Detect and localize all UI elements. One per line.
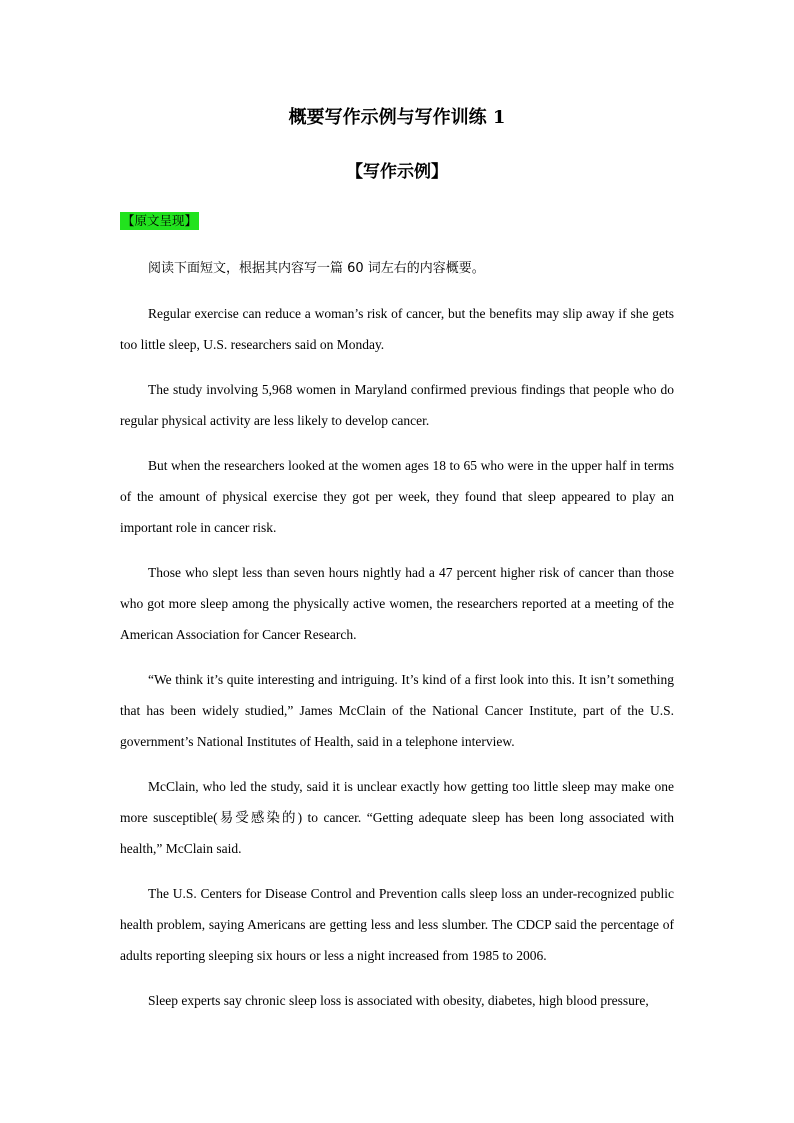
instruction-paragraph: 阅读下面短文，根据其内容写一篇 60 词左右的内容概要。 bbox=[148, 261, 485, 276]
article-paragraph-2: The study involving 5,968 women in Maryland confirmed previous findings that people who do regular physical activity are less likely to develop cancer. bbox=[120, 382, 674, 428]
article-paragraph-4: Those who slept less than seven hours nightly had a 47 percent higher risk of cancer than those who got more sleep among the physically active women, the researchers reported at a meeting of the American Association for Cancer Research. bbox=[120, 565, 674, 642]
article-paragraph-6: McClain, who led the study, said it is unclear exactly how getting too little sleep may make one more susceptible(易受感染的) to cancer. “Getting adequate sleep has been long associated with health,” McClain said. bbox=[120, 779, 674, 856]
article-paragraph-1: Regular exercise can reduce a woman’s risk of cancer, but the benefits may slip away if she gets too little sleep, U.S. researchers said on Monday. bbox=[120, 306, 674, 352]
page-title: 概要写作示例与写作训练 1 bbox=[288, 107, 506, 128]
section-badge-original-text: 【原文呈现】 bbox=[122, 213, 198, 228]
article-paragraph-8: Sleep experts say chronic sleep loss is associated with obesity, diabetes, high blood pressure, bbox=[148, 993, 649, 1008]
article-paragraph-3: But when the researchers looked at the women ages 18 to 65 who were in the upper half in terms of the amount of physical exercise they got per week, they found that sleep appeared to play an important role in cancer risk. bbox=[120, 458, 674, 535]
article-paragraph-7: The U.S. Centers for Disease Control and Prevention calls sleep loss an under-recognized public health problem, saying Americans are getting less and less slumber. The CDCP said the percentage of adults reporting sleeping six hours or less a night increased from 1985 to 2006. bbox=[120, 886, 674, 963]
article-body bbox=[120, 253, 674, 1030]
section-title: 【写作示例】 bbox=[346, 162, 448, 182]
article-paragraph-5: “We think it’s quite interesting and intriguing. It’s kind of a first look into this. It isn’t something that has been widely studied,” James McClain of the National Cancer Institute, part of the U.S. government’s National Institutes of Health, said in a telephone interview. bbox=[120, 672, 674, 749]
